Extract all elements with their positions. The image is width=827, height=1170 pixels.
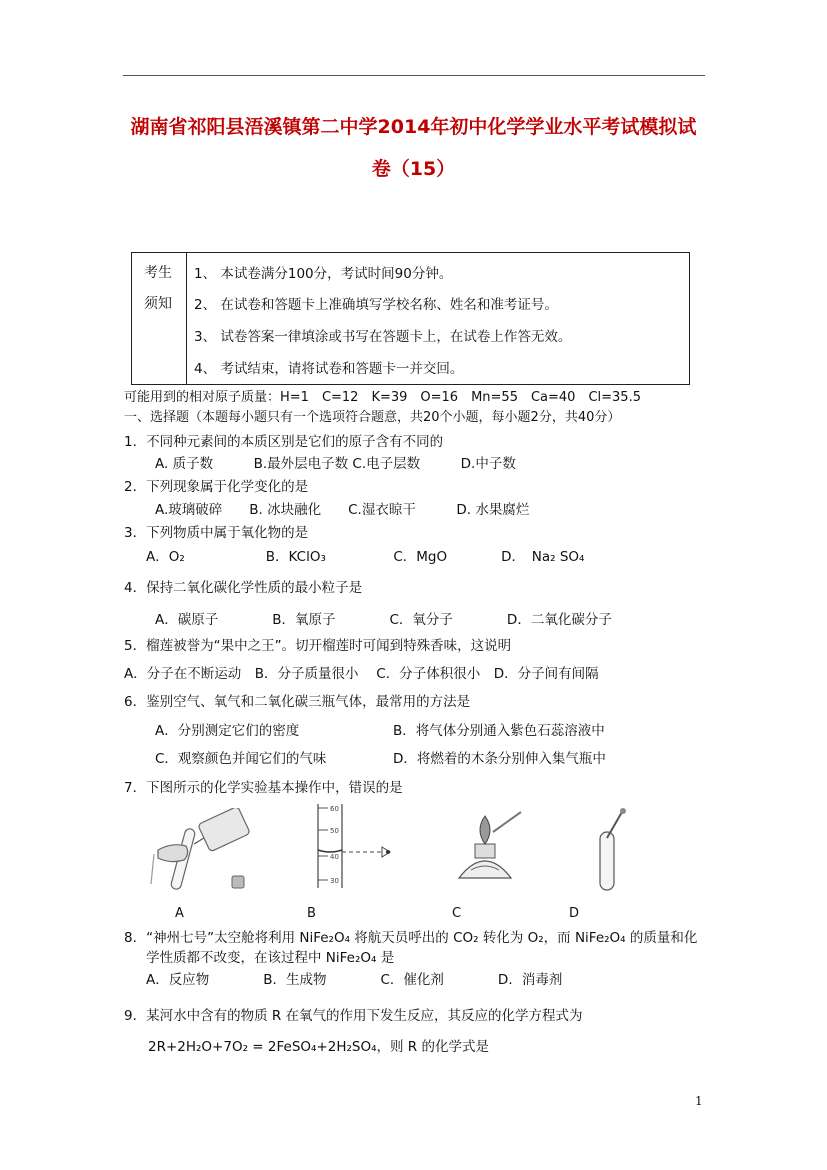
question-1-options: A. 质子数 B.最外层电子数 C.电子层数 D.中子数 bbox=[155, 456, 516, 472]
notice-item: 3、 试卷答案一律填涂或书写在答题卡上，在试卷上作答无效。 bbox=[194, 329, 572, 345]
notice-item: 4、 考试结束，请将试卷和答题卡一并交回。 bbox=[194, 361, 464, 377]
figure-caption: A bbox=[175, 906, 184, 921]
notice-item: 2、 在试卷和答题卡上准确填写学校名称、姓名和准考证号。 bbox=[194, 297, 558, 313]
question-5-stem: 5．榴莲被誉为“果中之王”。切开榴莲时可闻到特殊香味，这说明 bbox=[124, 638, 512, 654]
cylinder-tick: 40 bbox=[330, 853, 339, 861]
question-4-stem: 4．保持二氧化碳化学性质的最小粒子是 bbox=[124, 580, 363, 596]
page-title-line1: 湖南省祁阳县浯溪镇第二中学2014年初中化学学业水平考试模拟试 bbox=[130, 116, 697, 138]
figure-caption: D bbox=[569, 906, 580, 921]
cylinder-reading-illustration bbox=[300, 800, 405, 890]
section-heading: 一、选择题（本题每小题只有一个选项符合题意，共20个小题，每小题2分，共40分） bbox=[124, 410, 621, 425]
notice-item: 1、 本试卷满分100分，考试时间90分钟。 bbox=[194, 266, 453, 282]
question-6-option-a: A．分别测定它们的密度 bbox=[155, 723, 300, 739]
question-9-stem: 9．某河水中含有的物质 R 在氧气的作用下发生反应，其反应的化学方程式为 bbox=[124, 1008, 583, 1024]
question-8-stem-cont: 学性质都不改变，在该过程中 NiFe₂O₄ 是 bbox=[146, 950, 395, 966]
question-3-options: A．O₂ B．KClO₃ C．MgO D． Na₂ SO₄ bbox=[146, 549, 585, 565]
question-7-stem: 7．下图所示的化学实验基本操作中，错误的是 bbox=[124, 780, 403, 796]
cylinder-tick: 30 bbox=[330, 877, 339, 885]
cylinder-tick: 60 bbox=[330, 805, 339, 813]
atomic-mass-line: 可能用到的相对原子质量：H=1 C=12 K=39 O=16 Mn=55 Ca=40 Cl=35.5 bbox=[124, 390, 641, 405]
question-8-stem: 8．“神州七号”太空舱将利用 NiFe₂O₄ 将航天员呼出的 CO₂ 转化为 O₂，而 NiFe₂O₄ 的质量和化 bbox=[124, 930, 698, 946]
alcohol-lamp-illustration bbox=[445, 808, 525, 893]
question-2-stem: 2．下列现象属于化学变化的是 bbox=[124, 479, 309, 495]
pouring-liquid-illustration bbox=[150, 808, 260, 898]
figure-caption: B bbox=[307, 906, 316, 921]
question-6-option-b: B．将气体分别通入紫色石蕊溶液中 bbox=[393, 723, 605, 739]
cylinder-tick: 50 bbox=[330, 827, 339, 835]
notice-label: 考生 bbox=[144, 265, 172, 281]
question-8-options: A．反应物 B．生成物 C．催化剂 D．消毒剂 bbox=[146, 972, 563, 988]
page-title-line2: 卷（15） bbox=[371, 158, 456, 180]
question-1-stem: 1．不同种元素间的本质区别是它们的原子含有不同的 bbox=[124, 434, 444, 450]
question-2-options: A.玻璃破碎 B. 冰块融化 C.湿衣晾干 D. 水果腐烂 bbox=[155, 502, 530, 518]
page-number: 1 bbox=[695, 1094, 703, 1108]
question-4-options: A．碳原子 B．氧原子 C．氧分子 D．二氧化碳分子 bbox=[155, 612, 612, 628]
question-9-equation: 2R+2H₂O+7O₂ = 2FeSO₄+2H₂SO₄，则 R 的化学式是 bbox=[148, 1039, 489, 1055]
question-5-options: A．分子在不断运动 B．分子质量很小 C．分子体积很小 D．分子间有间隔 bbox=[124, 666, 599, 682]
question-6-option-c: C．观察颜色并闻它们的气味 bbox=[155, 751, 327, 767]
notice-box bbox=[131, 252, 690, 385]
notice-label: 须知 bbox=[144, 296, 172, 312]
test-tube-dropper-illustration bbox=[590, 808, 630, 893]
notice-divider bbox=[186, 253, 187, 384]
question-6-stem: 6．鉴别空气、氧气和二氧化碳三瓶气体，最常用的方法是 bbox=[124, 694, 471, 710]
figure-caption: C bbox=[452, 906, 462, 921]
question-6-option-d: D．将燃着的木条分别伸入集气瓶中 bbox=[393, 751, 606, 767]
header-rule bbox=[123, 75, 705, 76]
question-3-stem: 3．下列物质中属于氧化物的是 bbox=[124, 525, 309, 541]
